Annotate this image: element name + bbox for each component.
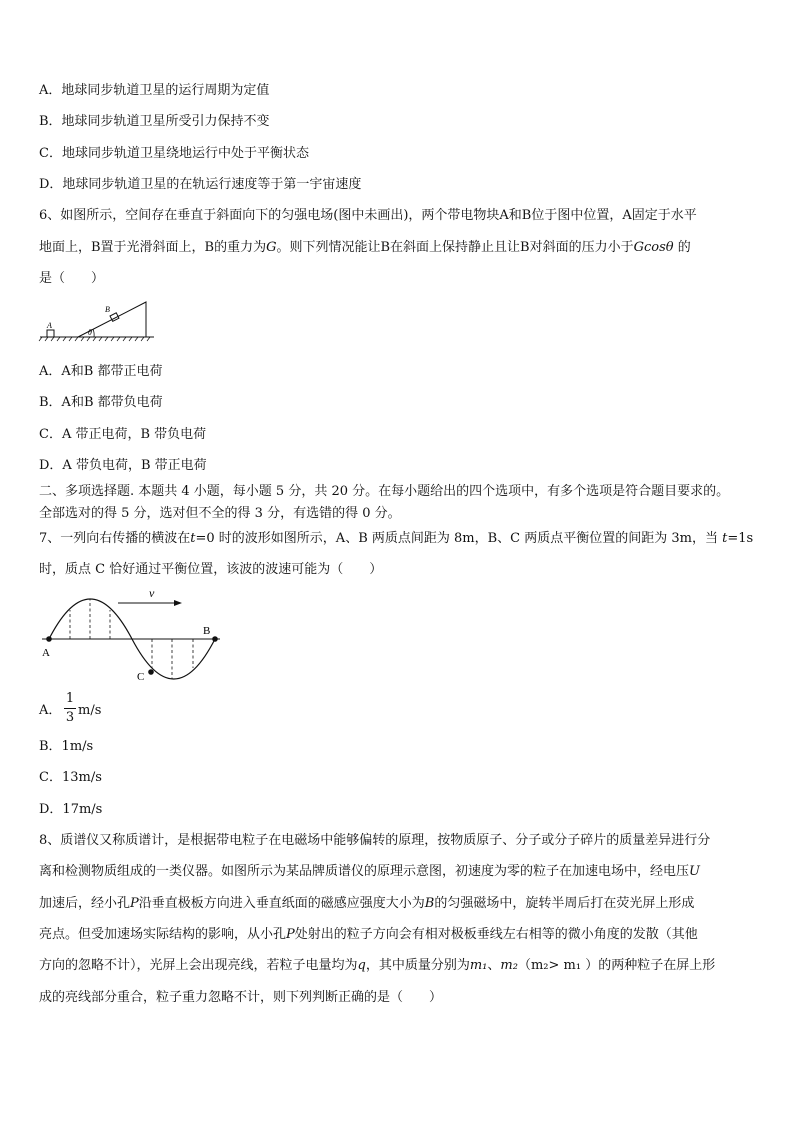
- q6-stem-line3: 是（ ）: [39, 271, 105, 286]
- label-a: A: [42, 647, 50, 659]
- q7-option-a-fraction: 1 3: [65, 691, 75, 725]
- q7-option-c: C．13m/s: [39, 770, 102, 785]
- q5-option-c: C．地球同步轨道卫星绕地运行中处于平衡状态: [39, 146, 309, 161]
- q5-option-b: B．地球同步轨道卫星所受引力保持不变: [39, 114, 270, 129]
- q7-option-b: B．1m/s: [39, 739, 94, 754]
- q5-option-a: A．地球同步轨道卫星的运行周期为定值: [39, 83, 270, 98]
- wave-figure: [38, 586, 228, 686]
- q7-stem-line2: 时，质点 C 恰好通过平衡位置，该波的波速可能为（ ）: [39, 562, 383, 577]
- q7-option-d: D．17m/s: [39, 802, 103, 817]
- q7-option-a-unit: m/s: [78, 703, 102, 718]
- q6-option-a: A．A和B 都带正电荷: [39, 364, 163, 379]
- q7-option-a-prefix: A．: [39, 703, 62, 718]
- q8-stem-line1: 8、质谱仪又称质谱计，是根据带电粒子在电磁场中能够偏转的原理，按物质原子、分子或分子碎片的质量差异进行分: [39, 833, 711, 848]
- q8-stem-line4: 亮点。但受加速场实际结构的影响，从小孔P处射出的粒子方向会有相对极板垂线左右相等的微小角度的发散（其他: [39, 927, 698, 942]
- q6-stem-line1: 6、如图所示，空间存在垂直于斜面向下的匀强电场(图中未画出)，两个带电物块A和B位于图中位置，A固定于水平: [39, 208, 697, 223]
- point-a: [46, 636, 52, 642]
- section2-heading-line1: 二、多项选择题. 本题共 4 小题，每小题 5 分，共 20 分。在每小题给出的四个选项中，有多个选项是符合题目要求的。: [39, 484, 730, 499]
- label-a: A: [47, 321, 52, 330]
- q6-option-c: C．A 带正电荷，B 带负电荷: [39, 427, 207, 442]
- label-b: B: [203, 625, 211, 637]
- velocity-label: v: [149, 586, 155, 600]
- label-c: C: [137, 671, 145, 683]
- label-b: B: [105, 305, 110, 314]
- section2-heading-line2: 全部选对的得 5 分，选对但不全的得 3 分，有选错的得 0 分。: [39, 506, 401, 521]
- q5-option-d: D．地球同步轨道卫星的在轨运行速度等于第一宇宙速度: [39, 177, 362, 192]
- label-theta: θ: [88, 328, 92, 337]
- q6-option-b: B．A和B 都带负电荷: [39, 395, 163, 410]
- block-a: [47, 330, 54, 337]
- q8-stem-line6: 成的亮线部分重合，粒子重力忽略不计，则下列判断正确的是（ ）: [39, 990, 443, 1005]
- point-c: [148, 669, 154, 675]
- q6-stem-line2: 地面上，B置于光滑斜面上，B的重力为G。则下列情况能让B在斜面上保持静止且让B对斜面的压力小于Gcosθ 的: [39, 240, 691, 255]
- point-b: [212, 636, 218, 642]
- q7-stem-line1: 7、一列向右传播的横波在t=0 时的波形如图所示，A、B 两质点间距为 8m，B、C 两质点平衡位置的间距为 3m，当 t=1s: [39, 531, 754, 546]
- q6-option-d: D．A 带负电荷，B 带正电荷: [39, 458, 207, 473]
- q8-stem-line3: 加速后，经小孔P沿垂直极板方向进入垂直纸面的磁感应强度大小为B的匀强磁场中，旋转半周后打在荧光屏上形成: [39, 896, 695, 911]
- incline-figure: [38, 298, 158, 344]
- q8-stem-line2: 离和检测物质组成的一类仪器。如图所示为某品牌质谱仪的原理示意图，初速度为零的粒子在加速电场中，经电压U: [39, 864, 700, 879]
- q8-stem-line5: 方向的忽略不计），光屏上会出现亮线，若粒子电量均为q，其中质量分别为m₁、m₂（m₂> m₁ ）的两种粒子在屏上形: [39, 958, 716, 973]
